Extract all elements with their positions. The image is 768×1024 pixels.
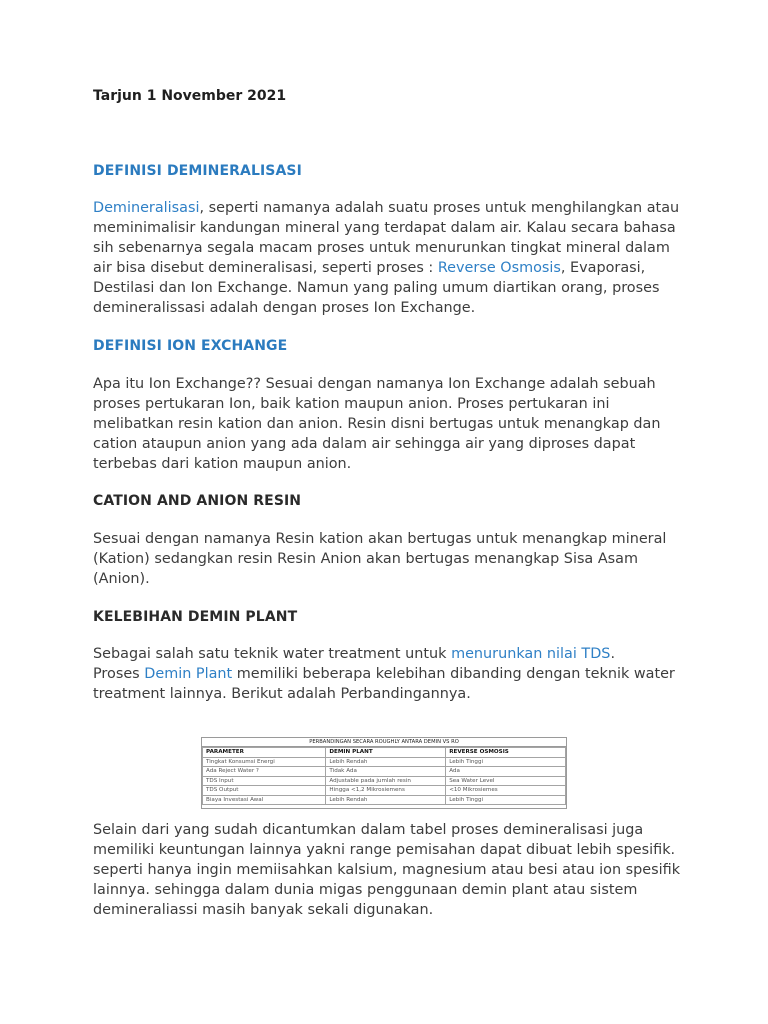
table-cell: <10 Mikrosiemes: [446, 786, 566, 796]
table-cell: Tidak Ada: [326, 767, 446, 777]
table-cell: Hingga <1,2 Mikrosiemens: [326, 786, 446, 796]
paragraph-text: , seperti namanya adalah suatu proses untuk menghilangkan atau meminimalisir kandungan mineral yang terdapat dalam air. Kalau secara bahasa sih sebenarnya segala macam proses untuk menurunkan tingkat mineral dalam air bisa disebut demineralisasi, seperti proses :: [93, 200, 680, 276]
link-reverse-osmosis[interactable]: Reverse Osmosis: [437, 260, 561, 276]
table-cell: Ada Reject Water ?: [203, 767, 326, 777]
link-menurunkan-nilai-tds[interactable]: menurunkan nilai TDS: [451, 646, 611, 662]
table-cell: TDS Output: [203, 786, 326, 796]
comparison-table: [202, 747, 566, 805]
table-cell: Sea Water Level: [446, 776, 566, 786]
table-cell: Biaya Investasi Awal: [203, 795, 326, 805]
paragraph-text: Sebagai salah satu teknik water treatment untuk: [93, 646, 452, 662]
table-row: [203, 767, 566, 777]
paragraph-closing: Selain dari yang sudah dicantumkan dalam tabel proses demineralisasi juga memiliki keuntungan lainnya yakni range pemisahan dapat dibuat lebih spesifik. seperti hanya ingin memiisahkan kalsium, magnesium atau besi atau ion spesifik lainnya. sehingga dalam dunia migas penggunaan demin plant atau sistem demineraliassi masih banyak sekali digunakan.: [93, 822, 681, 918]
table-header-cell: DEMIN PLANT: [326, 748, 446, 758]
heading-kelebihan-demin-plant: KELEBIHAN DEMIN PLANT: [93, 609, 298, 625]
paragraph-kelebihan-demin-plant: [93, 644, 693, 704]
paragraph-definisi-ion-exchange: Apa itu Ion Exchange?? Sesuai dengan namanya Ion Exchange adalah sebuah proses pertukaran Ion, baik kation maupun anion. Proses pertukaran ini melibatkan resin kation dan anion. Resin disni bertugas untuk menangkap dan cation ataupun anion yang ada dalam air sehingga air yang diproses dapat terbebas dari kation maupun anion.: [93, 376, 661, 472]
table-cell: Lebih Rendah: [326, 757, 446, 767]
table-cell: Tingkat Konsumsi Energi: [203, 757, 326, 767]
table-cell: Lebih Rendah: [326, 795, 446, 805]
paragraph-text: memiliki beberapa kelebihan dibanding dengan teknik water treatment lainnya. Berikut adalah Perbandingannya.: [93, 666, 675, 702]
paragraph-text: , Evaporasi, Destilasi dan Ion Exchange. Namun yang paling umum diartikan orang, proses demineralissasi adalah dengan proses Ion Exchange.: [93, 260, 660, 316]
table-header-cell: REVERSE OSMOSIS: [446, 748, 566, 758]
table-title: PERBANDINGAN SECARA ROUGHLY ANTARA DEMIN VS RO: [202, 738, 566, 747]
paragraph-text: .: [610, 646, 616, 662]
table-cell: TDS Input: [203, 776, 326, 786]
table-row: [203, 795, 566, 805]
table-cell: Ada: [446, 767, 566, 777]
table-header-cell: PARAMETER: [203, 748, 326, 758]
paragraph-cation-anion-resin: Sesuai dengan namanya Resin kation akan bertugas untuk menangkap mineral (Kation) sedangkan resin Resin Anion akan bertugas menangkap Sisa Asam (Anion).: [93, 531, 667, 587]
heading-cation-anion-resin: CATION AND ANION RESIN: [93, 493, 302, 509]
table-row: [203, 757, 566, 767]
table-cell: Lebih Tinggi: [446, 757, 566, 767]
paragraph-definisi-demineralisasi: [93, 198, 693, 318]
heading-definisi-demineralisasi: DEFINISI DEMINERALISASI: [93, 163, 302, 179]
heading-definisi-ion-exchange: DEFINISI ION EXCHANGE: [93, 338, 288, 354]
paragraph-text: Proses: [93, 666, 145, 682]
comparison-table-image: [201, 737, 567, 809]
link-demin-plant[interactable]: Demin Plant: [144, 666, 233, 682]
document-date: Tarjun 1 November 2021: [93, 88, 287, 104]
table-row: [203, 776, 566, 786]
table-cell: Lebih Tinggi: [446, 795, 566, 805]
table-cell: Adjustable pada jumlah resin: [326, 776, 446, 786]
link-demineralisasi[interactable]: Demineralisasi: [93, 200, 200, 216]
table-row: [203, 786, 566, 796]
table-header-row: [203, 748, 566, 758]
